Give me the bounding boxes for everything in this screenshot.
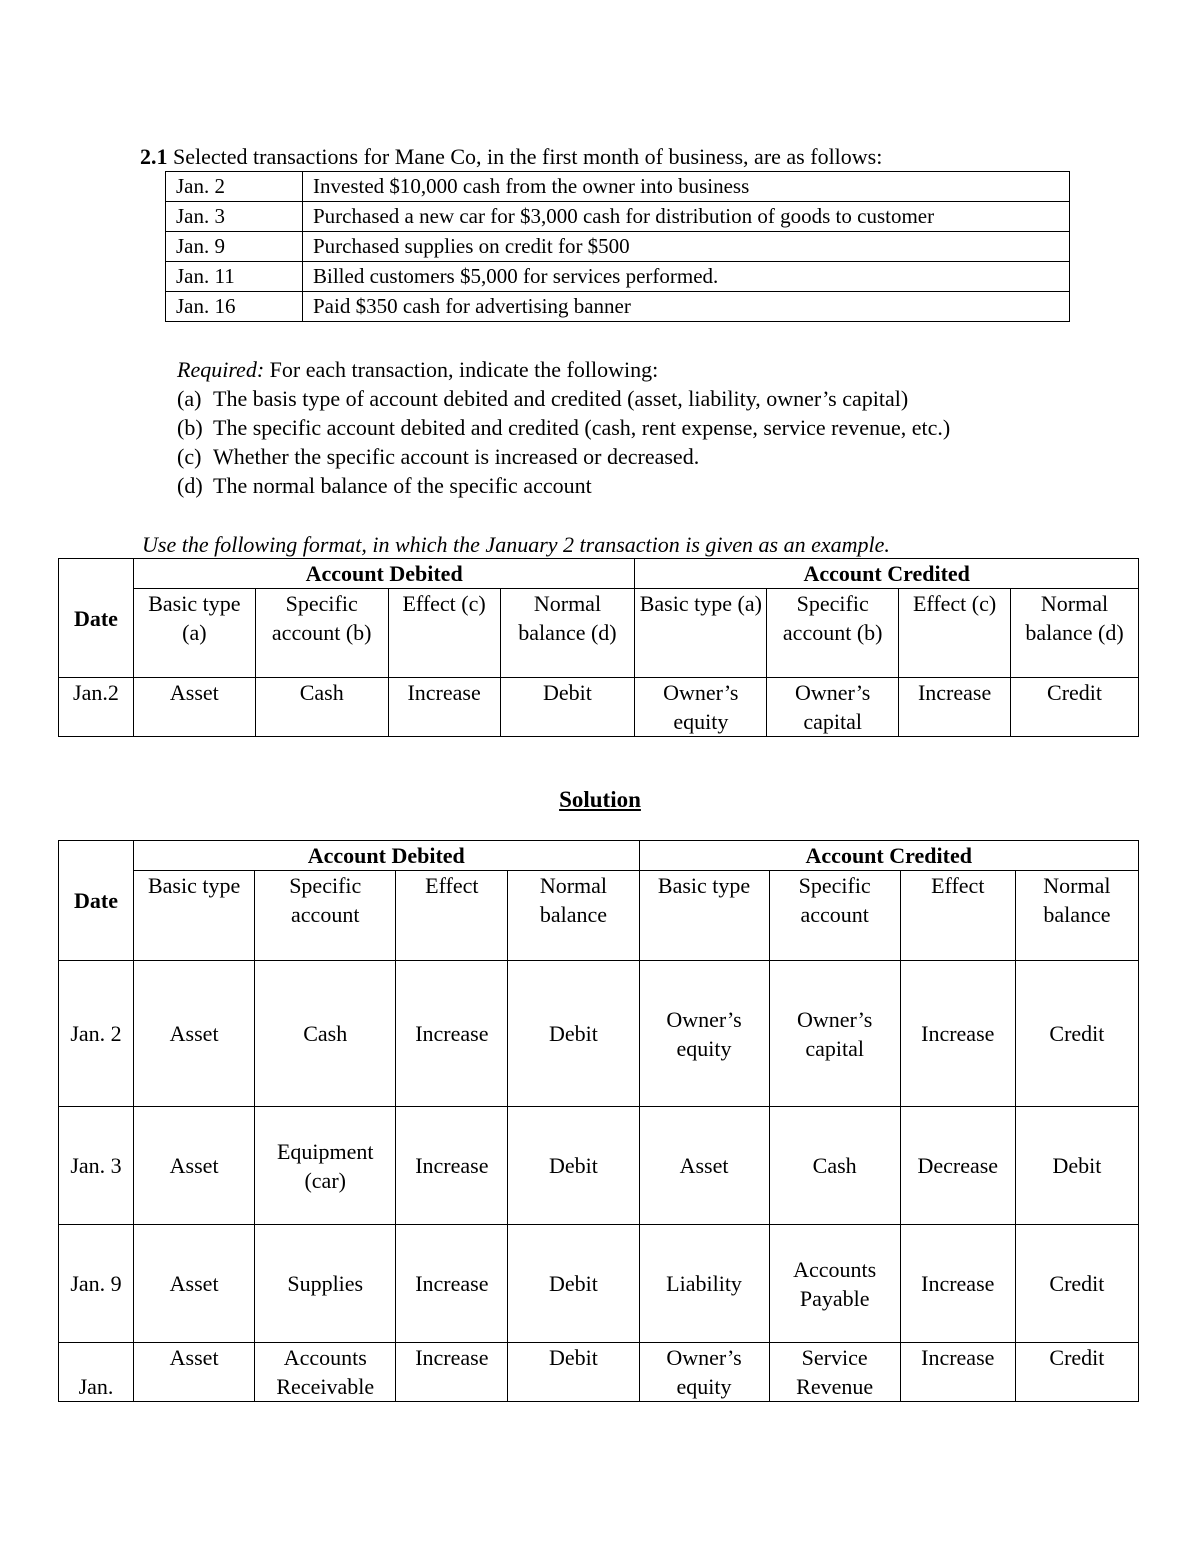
table-cell: Debit [1015,1107,1138,1225]
item-text: The specific account debited and credited (cash, rent expense, service revenue, etc.) [213,415,951,440]
table-cell: Increase [396,961,508,1107]
date-header: Date [59,559,134,678]
column-header: Effect [396,871,508,961]
debited-title: Account Debited [134,841,639,871]
table-row [166,292,1070,322]
table-cell: Owner’s equity [635,678,767,737]
table-cell: Increase [900,1343,1015,1402]
required-text: For each transaction, indicate the following: [264,357,659,382]
table-row [59,841,1139,871]
table-cell: Supplies [255,1225,396,1343]
table-row [59,678,1139,737]
item-key: (a) [177,386,202,411]
table-cell: Cash [255,961,396,1107]
column-header: Specific account [769,871,900,961]
table-cell: Asset [133,678,255,737]
table-cell: Cash [769,1107,900,1225]
table-cell: Increase [396,1343,508,1402]
required-label: Required: [177,357,265,382]
required-section [177,355,1059,500]
tx-date: Jan. 9 [166,232,303,262]
table-row [59,871,1139,961]
table-row [59,559,1139,589]
column-header: Normal balance [1015,871,1138,961]
table-cell: Accounts Payable [769,1225,900,1343]
table-cell: Asset [134,1225,255,1343]
table-cell: Debit [508,1107,639,1225]
item-key: (c) [177,444,202,469]
table-row [59,1225,1139,1343]
tx-desc: Paid $350 cash for advertising banner [303,292,1070,322]
column-header: Specific account (b) [767,589,899,678]
column-header: Basic type (a) [133,589,255,678]
problem-intro [140,143,882,171]
table-cell: Service Revenue [769,1343,900,1402]
transactions-table [165,171,1070,322]
column-header: Normal balance [508,871,639,961]
item-key: (d) [177,473,203,498]
item-text: Whether the specific account is increased or decreased. [213,444,700,469]
problem-number: 2.1 [140,144,168,169]
table-cell: Owner’s capital [769,961,900,1107]
column-header: Specific account (b) [255,589,388,678]
table-cell: Cash [255,678,388,737]
table-row [166,262,1070,292]
format-note: Use the following format, in which the January 2 transaction is given as an example. [142,532,890,557]
table-cell: Increase [899,678,1011,737]
tx-date: Jan. 11 [166,262,303,292]
table-cell: Debit [500,678,635,737]
table-row [166,232,1070,262]
column-header: Normal balance (d) [500,589,635,678]
table-cell: Owner’s capital [767,678,899,737]
table-cell: Owner’s equity [639,1343,769,1402]
table-cell: Debit [508,1343,639,1402]
list-item [177,471,1059,500]
table-cell: Increase [900,961,1015,1107]
table-cell: Increase [900,1225,1015,1343]
table-cell: Asset [639,1107,769,1225]
solution-title: Solution [559,787,641,812]
table-row [166,202,1070,232]
item-key: (b) [177,415,203,440]
table-cell: Credit [1015,1343,1138,1402]
table-cell: Debit [508,961,639,1107]
table-row [166,172,1070,202]
list-item [177,442,1059,471]
row-date: Jan. 2 [59,961,134,1107]
tx-desc: Purchased supplies on credit for $500 [303,232,1070,262]
item-text: The normal balance of the specific account [213,473,592,498]
table-cell: Asset [134,1343,255,1402]
problem-intro-text: Selected transactions for Mane Co, in the first month of business, are as follows: [167,144,883,169]
tx-date: Jan. 16 [166,292,303,322]
table-cell: Increase [388,678,500,737]
list-item [177,384,1059,413]
row-date: Jan. 9 [59,1225,134,1343]
table-cell: Decrease [900,1107,1015,1225]
example-table [58,558,1139,737]
table-cell: Asset [134,1107,255,1225]
table-cell: Credit [1011,678,1139,737]
table-cell: Liability [639,1225,769,1343]
credited-title: Account Credited [639,841,1139,871]
table-row [59,1107,1139,1225]
item-text: The basis type of account debited and credited (asset, liability, owner’s capital) [213,386,909,411]
column-header: Basic type [639,871,769,961]
debited-title: Account Debited [133,559,634,589]
table-cell: Owner’s equity [639,961,769,1107]
tx-desc: Invested $10,000 cash from the owner into business [303,172,1070,202]
table-cell: Increase [396,1107,508,1225]
table-cell: Equipment (car) [255,1107,396,1225]
table-row [59,1343,1139,1402]
table-cell: Credit [1015,1225,1138,1343]
date-header: Date [59,841,134,961]
table-cell: Accounts Receivable [255,1343,396,1402]
column-header: Basic type (a) [635,589,767,678]
list-item [177,413,1059,442]
column-header: Basic type [134,871,255,961]
row-date: Jan. [59,1343,134,1402]
column-header: Effect (c) [899,589,1011,678]
table-cell: Debit [508,1225,639,1343]
table-cell: Asset [134,961,255,1107]
column-header: Effect [900,871,1015,961]
tx-desc: Billed customers $5,000 for services performed. [303,262,1070,292]
table-cell: Credit [1015,961,1138,1107]
row-date: Jan. 3 [59,1107,134,1225]
solution-table [58,840,1139,1402]
credited-title: Account Credited [635,559,1139,589]
row-date: Jan.2 [59,678,134,737]
required-line [177,355,1059,384]
table-row [59,589,1139,678]
table-cell: Increase [396,1225,508,1343]
tx-date: Jan. 2 [166,172,303,202]
tx-date: Jan. 3 [166,202,303,232]
column-header: Specific account [255,871,396,961]
tx-desc: Purchased a new car for $3,000 cash for distribution of goods to customer [303,202,1070,232]
column-header: Normal balance (d) [1011,589,1139,678]
table-row [59,961,1139,1107]
column-header: Effect (c) [388,589,500,678]
